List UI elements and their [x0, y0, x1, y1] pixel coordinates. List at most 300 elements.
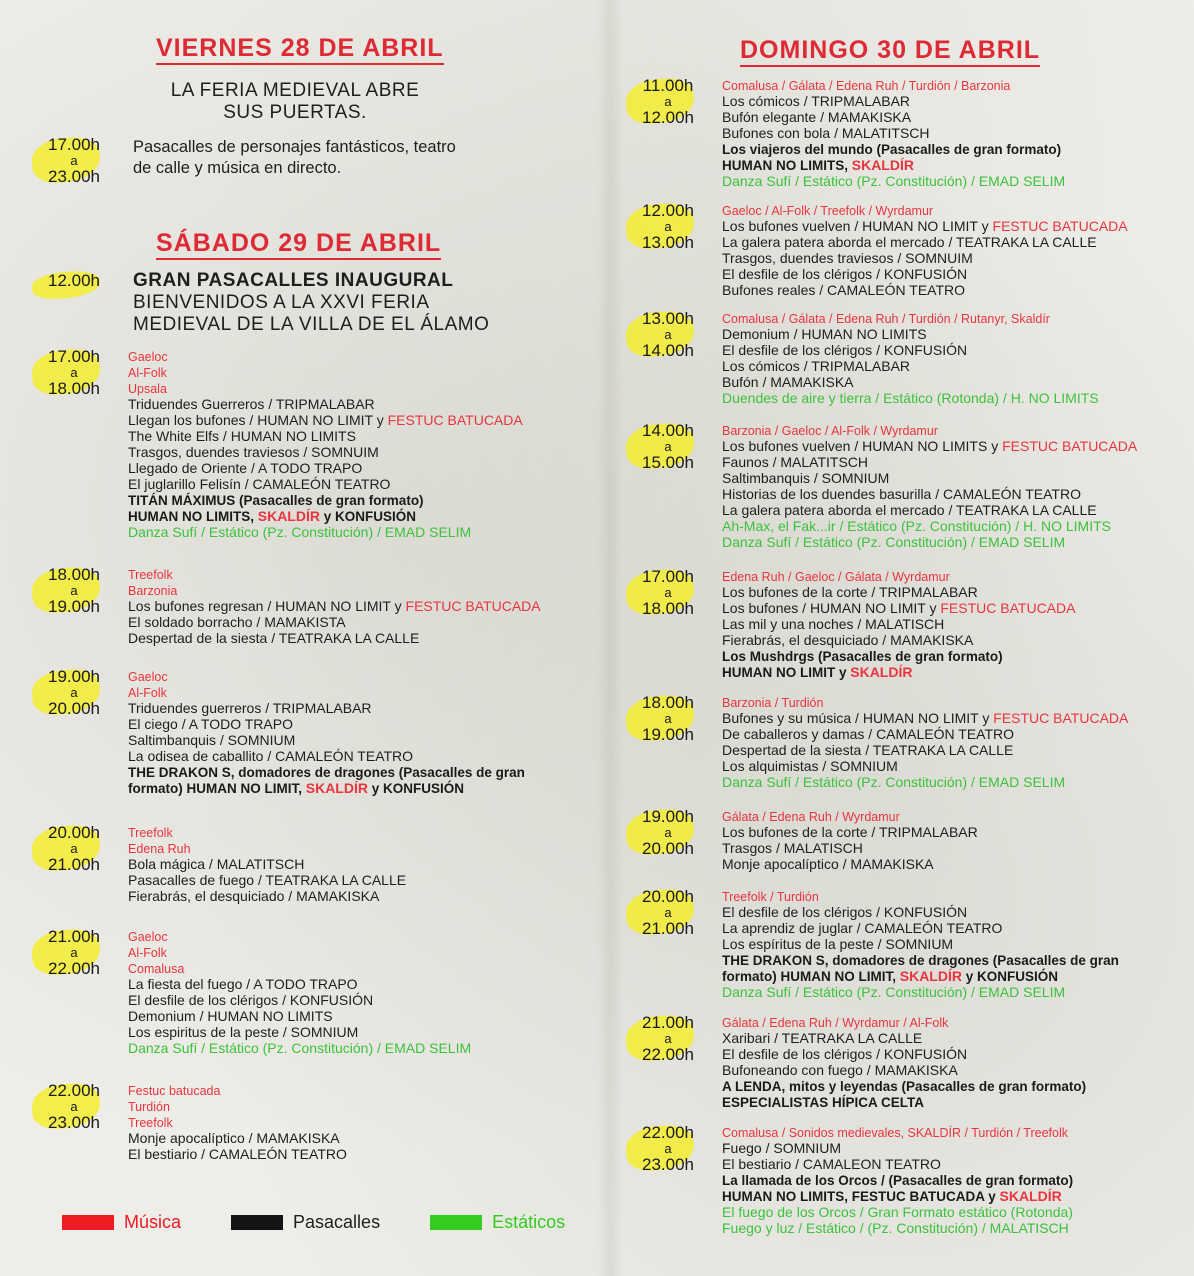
time-from: 19.00h	[642, 807, 694, 826]
activity-line	[722, 173, 1065, 189]
parade-act: Trasgos / MALATISCH	[722, 840, 863, 856]
parade-act: Llegan los bufones / HUMAN NO LIMIT y	[128, 412, 388, 428]
parade-act: Trasgos, duendes traviesos / SOMNUIM	[128, 444, 379, 460]
activity-line	[128, 348, 523, 364]
static-act: Fuego y luz / Estático / (Pz. Constitución) / MALATISCH	[722, 1220, 1069, 1236]
activity-line	[722, 342, 1099, 358]
legend-label-parade: Pasacalles	[293, 1212, 381, 1232]
big-parade: y KONFUSIÓN	[367, 781, 464, 796]
parade-act: El juglarillo Felisín / CAMALEÓN TEATRO	[128, 476, 391, 492]
parade-act: Bufón elegante / MAMAKISKA	[722, 109, 912, 125]
music-group: Festuc batucada	[128, 1084, 221, 1098]
activity-line	[722, 125, 1065, 141]
parade-act: De caballeros y damas / CAMALEÓN TEATRO	[722, 726, 1015, 742]
friday-title: VIERNES 28 DE ABRIL	[156, 34, 444, 65]
parade-act: Los espíritus de la peste / SOMNIUM	[722, 936, 954, 952]
activity-line	[128, 684, 525, 700]
activity-line	[128, 928, 471, 944]
time-from: 22.00h	[642, 1123, 694, 1142]
activity-line	[722, 93, 1065, 109]
activity-line	[128, 364, 523, 380]
parade-act: El ciego / A TODO TRAPO	[128, 716, 293, 732]
legend-label-static: Estáticos	[492, 1212, 566, 1232]
music-group: FESTUC BATUCADA	[992, 218, 1128, 234]
music-group: Gaeloc	[128, 670, 168, 684]
activity-line	[722, 109, 1065, 125]
static-act: Danza Sufí / Estático (Pz. Constitución) / EMAD SELIM	[722, 774, 1066, 790]
time-range	[622, 568, 714, 617]
activity-line	[722, 694, 1128, 710]
activity-line: Pasacalles de personajes fantásticos, teatro	[133, 138, 456, 156]
parade-act: Los bufones vuelven / HUMAN NO LIMITS y	[722, 438, 1003, 454]
activity-line	[128, 856, 406, 872]
time-from: 12.00h	[642, 201, 694, 220]
parade-act: Pasacalles de fuego / TEATRAKA LA CALLE	[128, 872, 407, 888]
time-range	[622, 202, 714, 251]
music-group: Gálata / Edena Ruh / Wyrdamur	[722, 810, 900, 824]
time-sep: a	[70, 945, 78, 960]
parade-act: Bufones y su música / HUMAN NO LIMIT y	[722, 710, 994, 726]
activity-line	[722, 454, 1137, 470]
activity-list	[722, 568, 1075, 680]
time-sep: a	[664, 825, 672, 840]
activity-line	[128, 1082, 347, 1098]
legend-swatch-parade	[231, 1215, 283, 1230]
activity-line	[722, 936, 1119, 952]
music-group: SKALDÍR	[999, 1188, 1062, 1204]
music-group: Treefolk	[128, 1116, 173, 1130]
static-act: Danza Sufí / Estático (Pz. Constitución) / EMAD SELIM	[128, 1040, 472, 1056]
activity-line	[722, 840, 978, 856]
activity-line	[722, 742, 1128, 758]
music-group: FESTUC BATUCADA	[405, 598, 541, 614]
big-parade: Los Mushdrgs (Pasacalles de gran formato)	[722, 649, 1003, 664]
time-to: 23.00h	[48, 1113, 100, 1132]
activity-line	[722, 266, 1128, 282]
music-group: Treefolk	[128, 826, 173, 840]
parade-act: Saltimbanquis / SOMNIUM	[128, 732, 296, 748]
big-parade: THE DRAKON S, domadores de dragones (Pasacalles de gran	[722, 953, 1119, 968]
activity-list	[128, 824, 406, 904]
time-range	[28, 928, 120, 977]
activity-line	[128, 396, 523, 412]
parade-act: El soldado borracho / MAMAKISTA	[128, 614, 346, 630]
parade-act: El bestiario / CAMALEON TEATRO	[722, 1156, 941, 1172]
time-sep: a	[70, 583, 78, 598]
activity-line	[128, 732, 525, 748]
time-sep: a	[70, 841, 78, 856]
activity-line	[128, 524, 523, 540]
activity-line	[722, 534, 1137, 550]
activity-line	[128, 716, 525, 732]
inaugural-subtitle: BIENVENIDOS A LA XXVI FERIA	[133, 292, 430, 313]
activity-line	[128, 1024, 471, 1040]
activity-list	[128, 566, 541, 646]
legend	[62, 1212, 615, 1233]
big-parade: formato) HUMAN NO LIMIT,	[722, 969, 900, 984]
static-act: El fuego de los Orcos / Gran Formato estático (Rotonda)	[722, 1204, 1073, 1220]
parade-act: El desfile de los clérigos / KONFUSIÓN	[722, 266, 968, 282]
parade-act: Triduendes guerreros / TRIPMALABAR	[128, 700, 372, 716]
big-parade: HUMAN NO LIMITS,	[128, 509, 258, 524]
activity-list	[722, 310, 1099, 406]
activity-line	[722, 518, 1137, 534]
time-sep: a	[664, 327, 672, 342]
time-from: 17.00h	[642, 567, 694, 586]
parade-act: La aprendiz de juglar / CAMALEÓN TEATRO	[722, 920, 1003, 936]
activity-line	[128, 780, 525, 796]
parade-act: Fierabrás, el desquiciado / MAMAKISKA	[128, 888, 380, 904]
friday-opening	[140, 80, 450, 124]
activity-line	[722, 584, 1075, 600]
time-range	[622, 1124, 714, 1173]
activity-line	[722, 358, 1099, 374]
activity-line	[722, 1014, 1086, 1030]
big-parade: HUMAN NO LIMITS,	[722, 158, 852, 173]
static-act: Ah-Max, el Fak...ir / Estático (Pz. Constitución) / H. NO LIMITS	[722, 518, 1111, 534]
music-group: Upsala	[128, 382, 167, 396]
activity-line	[722, 310, 1099, 326]
static-act: Danza Sufí / Estático (Pz. Constitución) / EMAD SELIM	[722, 173, 1066, 189]
parade-act: Saltimbanquis / SOMNIUM	[722, 470, 890, 486]
parade-act: Los alquimistas / SOMNIUM	[722, 758, 898, 774]
activity-line	[722, 374, 1099, 390]
big-parade: A LENDA, mitos y leyendas (Pasacalles de gran formato)	[722, 1079, 1087, 1094]
activity-list	[128, 1082, 347, 1162]
time-range	[28, 348, 120, 397]
time-sep: a	[664, 1141, 672, 1156]
inaugural-text	[133, 270, 489, 336]
parade-act: El bestiario / CAMALEÓN TEATRO	[128, 1146, 347, 1162]
parade-act: Faunos / MALATITSCH	[722, 454, 869, 470]
activity-line	[722, 774, 1128, 790]
time-to: 14.00h	[642, 341, 694, 360]
activity-line	[722, 1124, 1073, 1140]
parade-act: Bufones con bola / MALATITSCH	[722, 125, 930, 141]
music-group: Edena Ruh	[128, 842, 191, 856]
time-range	[28, 1082, 120, 1131]
activity-line	[128, 668, 525, 684]
time-sep: a	[664, 711, 672, 726]
parade-act: Triduendes Guerreros / TRIPMALABAR	[128, 396, 375, 412]
big-parade: HUMAN NO LIMIT y	[722, 665, 851, 680]
time-to: 22.00h	[642, 1045, 694, 1064]
activity-line	[722, 1156, 1073, 1172]
parade-act: Bufoneando con fuego / MAMAKISKA	[722, 1062, 958, 1078]
time-from: 19.00h	[48, 667, 100, 686]
time-to: 21.00h	[48, 855, 100, 874]
time-range	[28, 824, 120, 873]
activity-line	[128, 1114, 347, 1130]
activity-line	[722, 888, 1119, 904]
parade-act: Monje apocalíptico / MAMAKISKA	[128, 1130, 340, 1146]
parade-act: El desfile de los clérigos / KONFUSIÓN	[128, 992, 374, 1008]
time-from: 20.00h	[642, 887, 694, 906]
music-group: Turdión	[128, 1100, 170, 1114]
time-sep: a	[70, 685, 78, 700]
time-from: 20.00h	[48, 823, 100, 842]
activity-line	[128, 508, 523, 524]
time-sep: a	[70, 153, 78, 168]
friday-opening-line: SUS PUERTAS.	[223, 102, 367, 123]
activity-line	[722, 141, 1065, 157]
activity-list	[722, 422, 1137, 550]
parade-act: Los bufones vuelven / HUMAN NO LIMIT y	[722, 218, 993, 234]
big-parade: Los viajeros del mundo (Pasacalles de gran formato)	[722, 142, 1062, 157]
parade-act: Bufones reales / CAMALEÓN TEATRO	[722, 282, 966, 298]
music-group: Treefolk	[128, 568, 173, 582]
activity-line	[128, 460, 523, 476]
parade-act: Demonium / HUMAN NO LIMITS	[128, 1008, 333, 1024]
activity-line	[722, 984, 1119, 1000]
music-group: Barzonia	[128, 584, 178, 598]
legend-swatch-static	[430, 1215, 482, 1230]
activity-line	[722, 1172, 1073, 1188]
activity-line	[722, 726, 1128, 742]
legend-label-music: Música	[124, 1212, 182, 1232]
activity-line	[128, 1098, 347, 1114]
time-sep: a	[664, 905, 672, 920]
activity-line	[722, 616, 1075, 632]
activity-line	[722, 968, 1119, 984]
parade-act: Los cómicos / TRIPMALABAR	[722, 358, 911, 374]
music-group: Edena Ruh / Gaeloc / Gálata / Wyrdamur	[722, 570, 950, 584]
activity-line	[722, 808, 978, 824]
big-parade: y KONFUSIÓN	[319, 509, 416, 524]
time-from: 14.00h	[642, 421, 694, 440]
activity-line	[722, 1220, 1073, 1236]
activity-line	[722, 438, 1137, 454]
static-act: Danza Sufí / Estático (Pz. Constitución) / EMAD SELIM	[722, 534, 1066, 550]
activity-line	[128, 764, 525, 780]
parade-act: La odisea de caballito / CAMALEÓN TEATRO	[128, 748, 414, 764]
music-group: Barzonia / Gaeloc / Al-Folk / Wyrdamur	[722, 424, 938, 438]
parade-act: Bufón / MAMAKISKA	[722, 374, 854, 390]
time-to: 22.00h	[48, 959, 100, 978]
activity-line	[128, 888, 406, 904]
time-to: 18.00h	[642, 599, 694, 618]
music-group: SKALDÍR	[899, 968, 962, 984]
time-to: 23.00h	[48, 167, 100, 186]
activity-line	[128, 976, 471, 992]
activity-line	[722, 904, 1119, 920]
parade-act: The White Elfs / HUMAN NO LIMITS	[128, 428, 356, 444]
music-group: Comalusa / Sonidos medievales, SKALDÍR / Turdión / Treefolk	[722, 1126, 1068, 1140]
music-group: Gálata / Edena Ruh / Wyrdamur / Al-Folk	[722, 1016, 949, 1030]
parade-act: Fierabrás, el desquiciado / MAMAKISKA	[722, 632, 974, 648]
page-fold	[597, 0, 623, 1276]
time-from: 22.00h	[48, 1081, 100, 1100]
activity-line	[128, 824, 406, 840]
parade-act: Trasgos, duendes traviesos / SOMNUIM	[722, 250, 973, 266]
activity-line	[722, 632, 1075, 648]
parade-act: Monje apocalíptico / MAMAKISKA	[722, 856, 934, 872]
time-range	[28, 566, 120, 615]
big-parade: formato) HUMAN NO LIMIT,	[128, 781, 306, 796]
time-sep: a	[664, 585, 672, 600]
activity-line	[722, 664, 1075, 680]
parade-act: Fuego / SOMNIUM	[722, 1140, 842, 1156]
activity-list	[722, 202, 1128, 298]
time-range	[622, 310, 714, 359]
parade-act: Las mil y una noches / MALATISCH	[722, 616, 945, 632]
big-parade: ESPECIALISTAS HÍPICA CELTA	[722, 1095, 925, 1110]
parade-act: Los bufones / HUMAN NO LIMIT y	[722, 600, 941, 616]
activity-line	[722, 1078, 1086, 1094]
parade-act: Despertad de la siesta / TEATRAKA LA CALLE	[722, 742, 1014, 758]
activity-list	[722, 888, 1119, 1000]
time-from: 11.00h	[642, 76, 694, 95]
activity-list	[722, 77, 1065, 189]
activity-line	[128, 1040, 471, 1056]
big-parade: y KONFUSIÓN	[961, 969, 1058, 984]
time-sep: a	[664, 1031, 672, 1046]
music-group: FESTUC BATUCADA	[1002, 438, 1138, 454]
time-from: 18.00h	[642, 693, 694, 712]
activity-line	[722, 218, 1128, 234]
music-group: Gaeloc	[128, 350, 168, 364]
time-to: 21.00h	[642, 919, 694, 938]
time-from: 17.00h	[48, 347, 100, 366]
music-group: Gaeloc / Al-Folk / Treefolk / Wyrdamur	[722, 204, 934, 218]
activity-line	[722, 422, 1137, 438]
activity-line	[722, 234, 1128, 250]
time-from: 21.00h	[642, 1013, 694, 1032]
time-sep: a	[664, 94, 672, 109]
music-group: Al-Folk	[128, 686, 167, 700]
parade-act: El desfile de los clérigos / KONFUSIÓN	[722, 904, 968, 920]
time-range	[622, 422, 714, 471]
time-to: 23.00h	[642, 1155, 694, 1174]
activity-line	[128, 444, 523, 460]
activity-list	[722, 1124, 1073, 1236]
activity-line	[722, 856, 978, 872]
time-to: 19.00h	[642, 725, 694, 744]
music-group: SKALDÍR	[850, 664, 913, 680]
static-act: Danza Sufí / Estático (Pz. Constitución) / EMAD SELIM	[722, 984, 1066, 1000]
activity-line	[722, 1140, 1073, 1156]
activity-line	[722, 77, 1065, 93]
big-parade: THE DRAKON S, domadores de dragones (Pasacalles de gran	[128, 765, 525, 780]
time-to: 12.00h	[642, 108, 694, 127]
music-group: SKALDÍR	[305, 780, 368, 796]
time-range	[622, 888, 714, 937]
music-group: Barzonia / Turdión	[722, 696, 824, 710]
activity-line	[722, 390, 1099, 406]
time-range	[28, 668, 120, 717]
parade-act: Los cómicos / TRIPMALABAR	[722, 93, 911, 109]
activity-line	[722, 157, 1065, 173]
big-parade: HUMAN NO LIMITS, FESTUC BATUCADA y	[722, 1189, 1000, 1204]
parade-act: Los bufones regresan / HUMAN NO LIMIT y	[128, 598, 406, 614]
music-group: SKALDÍR	[851, 157, 914, 173]
activity-list	[128, 668, 525, 796]
music-group: Al-Folk	[128, 366, 167, 380]
activity-line	[128, 960, 471, 976]
time-range	[622, 694, 714, 743]
activity-list	[128, 348, 523, 540]
static-act: Danza Sufí / Estático (Pz. Constitución) / EMAD SELIM	[128, 524, 472, 540]
parade-act: Los bufones de la corte / TRIPMALABAR	[722, 584, 978, 600]
static-act: Duendes de aire y tierra / Estático (Rotonda) / H. NO LIMITS	[722, 390, 1099, 406]
activity-line	[128, 380, 523, 396]
activity-line	[722, 202, 1128, 218]
parade-act: Xaribari / TEATRAKA LA CALLE	[722, 1030, 923, 1046]
activity-line	[722, 920, 1119, 936]
activity-line	[128, 566, 541, 582]
time-range	[622, 77, 714, 126]
activity-line	[128, 1146, 347, 1162]
activity-list	[722, 694, 1128, 790]
activity-line	[128, 992, 471, 1008]
activity-line	[722, 470, 1137, 486]
music-group: Comalusa / Gálata / Edena Ruh / Turdión / Rutanyr, Skaldír	[722, 312, 1050, 326]
activity-line	[128, 872, 406, 888]
parade-act: Llegado de Oriente / A TODO TRAPO	[128, 460, 363, 476]
activity-line	[722, 1204, 1073, 1220]
time-to: 20.00h	[48, 699, 100, 718]
activity-line	[722, 250, 1128, 266]
activity-list	[722, 808, 978, 872]
parade-act: La galera patera aborda el mercado / TEATRAKA LA CALLE	[722, 502, 1097, 518]
activity-line	[722, 758, 1128, 774]
music-group: Treefolk / Turdión	[722, 890, 819, 904]
time-to: 19.00h	[48, 597, 100, 616]
activity-list	[722, 1014, 1086, 1110]
activity-line	[128, 492, 523, 508]
activity-line	[722, 600, 1075, 616]
time-to: 18.00h	[48, 379, 100, 398]
activity-list	[128, 928, 471, 1056]
music-group: FESTUC BATUCADA	[940, 600, 1076, 616]
activity-line	[128, 614, 541, 630]
music-group: Al-Folk	[128, 946, 167, 960]
music-group: Gaeloc	[128, 930, 168, 944]
time-sep: a	[70, 365, 78, 380]
activity-line: de calle y música en directo.	[133, 159, 342, 177]
activity-line	[128, 1008, 471, 1024]
inaugural-subtitle: MEDIEVAL DE LA VILLA DE EL ÁLAMO	[133, 314, 490, 335]
activity-line	[128, 428, 523, 444]
activity-line	[722, 1046, 1086, 1062]
activity-line	[722, 502, 1137, 518]
activity-line	[722, 1094, 1086, 1110]
music-group: Comalusa	[128, 962, 185, 976]
time-from: 12.00h	[48, 271, 100, 290]
music-group: SKALDÍR	[257, 508, 320, 524]
activity-line	[128, 748, 525, 764]
activity-line	[128, 598, 541, 614]
time-from: 18.00h	[48, 565, 100, 584]
parade-act: La galera patera aborda el mercado / TEATRAKA LA CALLE	[722, 234, 1097, 250]
parade-act: El desfile de los clérigos / KONFUSIÓN	[722, 342, 968, 358]
activity-line	[722, 710, 1128, 726]
activity-line	[722, 824, 978, 840]
legend-swatch-music	[62, 1215, 114, 1230]
activity-line	[722, 1062, 1086, 1078]
music-group: Comalusa / Gálata / Edena Ruh / Turdión / Barzonia	[722, 79, 1011, 93]
activity-line	[128, 412, 523, 428]
parade-act: La fiesta del fuego / A TODO TRAPO	[128, 976, 358, 992]
big-parade: TITÁN MÁXIMUS (Pasacalles de gran formato)	[128, 493, 424, 508]
sunday-title: DOMINGO 30 DE ABRIL	[740, 36, 1040, 67]
parade-act: Los bufones de la corte / TRIPMALABAR	[722, 824, 978, 840]
time-from: 13.00h	[642, 309, 694, 328]
activity-line	[128, 476, 523, 492]
activity-line	[722, 326, 1099, 342]
friday-slot-text	[133, 137, 456, 179]
big-parade: La llamada de los Orcos / (Pasacalles de gran formato)	[722, 1173, 1074, 1188]
